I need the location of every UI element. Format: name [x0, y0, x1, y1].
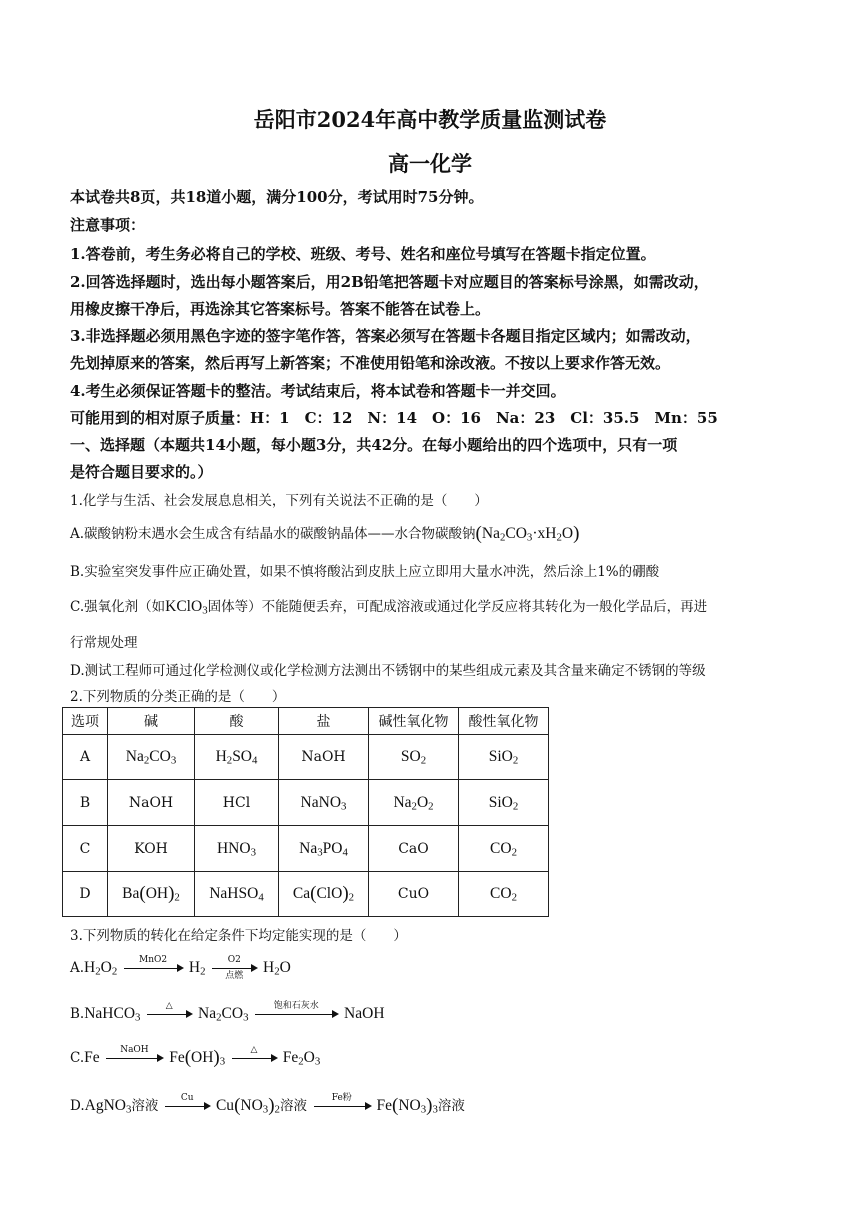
q3-a-arrow-1	[124, 954, 182, 969]
q3-b-arrow-2	[255, 1000, 337, 1015]
q3-option-c	[70, 1044, 321, 1069]
row-a-option: A	[63, 735, 108, 780]
q3-b-product: NaOH	[344, 1005, 385, 1022]
note-3b: 先划掉原来的答案，然后再写上新答案；不准使用铅笔和涂改液。不按以上要求作答无效。	[70, 354, 671, 372]
table-row	[63, 780, 549, 826]
row-d-base: $Ba(OH)_2$	[108, 872, 195, 917]
row-d-salt: $Ca(ClO)_2$	[279, 872, 369, 917]
row-c-basic-oxide: CaO	[369, 826, 459, 872]
q3-c-reactant: Fe	[84, 1049, 100, 1066]
q3-option-a	[70, 954, 291, 981]
header-basic-oxide: 碱性氧化物	[369, 708, 459, 735]
q3-c-arrow-2	[232, 1044, 276, 1059]
q1-option-a-formula: $(Na_2CO_3\cdot xH_2O)$	[475, 523, 580, 544]
atomic-masses: 可能用到的相对原子质量：H：1 C：12 N：14 O：16 Na：23 Cl：35.5 Mn：55	[70, 409, 718, 427]
q3-option-b	[70, 1000, 385, 1024]
q1-stem: 1.化学与生活、社会发展息息相关，下列有关说法不正确的是（ ）	[70, 493, 488, 509]
q3-b-reactant: NaHCO$_3$	[84, 1005, 141, 1024]
note-2b: 用橡皮擦干净后，再选涂其它答案标号。答案不能答在试卷上。	[70, 300, 491, 318]
row-b-basic-oxide: $Na_2O_2$	[369, 780, 459, 826]
header-option: 选项	[63, 708, 108, 735]
q1-option-a-text: A.碳酸钠粉末遇水会生成含有结晶水的碳酸钠晶体——水合物碳酸钠	[70, 526, 476, 542]
q3-a-label: A.	[70, 960, 85, 976]
q3-b-intermediate: $Na_2CO_3$	[198, 1005, 249, 1024]
table-row	[63, 872, 549, 917]
q3-b-arrow2-condition: 饱和石灰水	[273, 1000, 319, 1011]
row-d-acidic-oxide: $CO_2$	[459, 872, 549, 917]
header-salt: 盐	[279, 708, 369, 735]
row-c-salt: $Na_3PO_4$	[279, 826, 369, 872]
q3-d-arrow1-condition: Cu	[180, 1092, 194, 1103]
q3-b-label: B.	[70, 1006, 85, 1022]
q3-c-intermediate: $Fe(OH)_3$	[169, 1047, 226, 1068]
header-acid: 酸	[195, 708, 279, 735]
table-header-row	[63, 708, 549, 735]
row-b-acidic-oxide: SiO$_2$	[459, 780, 549, 826]
row-c-acid: $HNO_3$	[195, 826, 279, 872]
q1-option-a	[70, 522, 790, 545]
q3-d-solution-1: 溶液	[131, 1098, 159, 1114]
q3-b-arrow1-condition: △	[165, 1000, 173, 1011]
row-c-base: KOH	[108, 826, 195, 872]
q1-option-c-text-2: 固体等）不能随便丢弃，可配成溶液或通过化学反应将其转化为一般化学品后，再进	[207, 599, 708, 615]
row-b-salt: NaNO$_3$	[279, 780, 369, 826]
table-row	[63, 735, 549, 780]
q3-d-arrow-1	[165, 1092, 209, 1107]
row-d-option: D	[63, 872, 108, 917]
q3-option-d	[70, 1094, 465, 1117]
row-c-acidic-oxide: $CO_2$	[459, 826, 549, 872]
q3-c-label: C.	[70, 1050, 85, 1066]
q1-option-c-text-1: C.强氧化剂（如	[70, 599, 166, 615]
header-acidic-oxide: 酸性氧化物	[459, 708, 549, 735]
q3-d-intermediate: $Cu(NO_3)_2$	[215, 1095, 280, 1116]
q3-a-arrow1-condition: MnO2	[139, 954, 168, 965]
q3-c-arrow-1	[106, 1044, 162, 1059]
q1-option-b: B.实验室突发事件应正确处置，如果不慎将酸沾到皮肤上应立即用大量水冲洗，然后涂上1%的硼酸	[70, 564, 660, 580]
row-b-acid: HCl	[195, 780, 279, 826]
note-4: 4.考生必须保证答题卡的整洁。考试结束后，将本试卷和答题卡一并交回。	[70, 382, 566, 400]
q3-d-reactant: AgNO$_3$	[84, 1097, 132, 1116]
q3-d-solution-2: 溶液	[279, 1098, 307, 1114]
row-a-salt: NaOH	[279, 735, 369, 780]
row-a-basic-oxide: $SO_2$	[369, 735, 459, 780]
row-b-option: B	[63, 780, 108, 826]
q3-a-arrow2-condition-below: 点燃	[225, 970, 244, 981]
section1-heading-b: 是符合题目要求的。）	[70, 463, 213, 481]
row-d-acid: NaHSO$_4$	[195, 872, 279, 917]
q3-c-product: $Fe_2O_3$	[282, 1049, 321, 1068]
q1-option-d: D.测试工程师可通过化学检测仪或化学检测方法测出不锈钢中的某些组成元素及其含量来确定不锈钢的等级	[70, 663, 706, 679]
q3-d-arrow2-condition: Fe粉	[331, 1092, 352, 1103]
notes-heading: 注意事项：	[70, 216, 146, 234]
q3-d-label: D.	[70, 1098, 85, 1114]
q3-a-arrow-2	[212, 954, 256, 981]
row-d-basic-oxide: CuO	[369, 872, 459, 917]
row-a-acidic-oxide: SiO$_2$	[459, 735, 549, 780]
note-1: 1.答卷前，考生务必将自己的学校、班级、考号、姓名和座位号填写在答题卡指定位置。	[70, 245, 656, 263]
q3-c-arrow1-condition: NaOH	[120, 1044, 149, 1055]
row-a-acid: $H_2SO_4$	[195, 735, 279, 780]
q2-stem: 2.下列物质的分类正确的是（ ）	[70, 689, 286, 705]
section1-heading-a: 一、选择题（本题共14小题，每小题3分，共42分。在每小题给出的四个选项中，只有一项	[70, 436, 678, 454]
exam-title: 岳阳市2024年高中教学质量监测试卷	[253, 107, 607, 132]
note-2a: 2.回答选择题时，选出每小题答案后，用2B铅笔把答题卡对应题目的答案标号涂黑，如需改动，	[70, 273, 709, 291]
exam-subtitle: 高一化学	[388, 151, 472, 176]
row-c-option: C	[63, 826, 108, 872]
exam-summary: 本试卷共8页，共18道小题，满分100分，考试用时75分钟。	[70, 188, 484, 206]
q1-option-c-formula: KClO$_3$	[165, 598, 208, 617]
q1-option-c	[70, 595, 790, 616]
table-row	[63, 826, 549, 872]
q3-stem: 3.下列物质的转化在给定条件下均定能实现的是（ ）	[70, 928, 407, 944]
q3-a-reactant: $H_2O_2$	[84, 959, 118, 978]
q3-a-arrow2-condition: O2	[227, 954, 241, 965]
q3-b-arrow-1	[147, 1000, 191, 1015]
q3-c-arrow2-condition: △	[250, 1044, 258, 1055]
q3-d-solution-3: 溶液	[437, 1098, 465, 1114]
q1-option-c-cont: 行常规处理	[70, 635, 138, 651]
q3-d-product: $Fe(NO_3)_3$	[376, 1095, 438, 1116]
q2-classification-table	[62, 707, 549, 917]
row-b-base: NaOH	[108, 780, 195, 826]
note-3a: 3.非选择题必须用黑色字迹的签字笔作答，答案必须写在答题卡各题目指定区域内；如需改动，	[70, 327, 701, 345]
header-base: 碱	[108, 708, 195, 735]
row-a-base: $Na_2CO_3$	[108, 735, 195, 780]
q3-d-arrow-2	[314, 1092, 370, 1107]
q3-a-intermediate: $H_2$	[188, 959, 206, 978]
q3-a-product: $H_2O$	[263, 959, 291, 978]
